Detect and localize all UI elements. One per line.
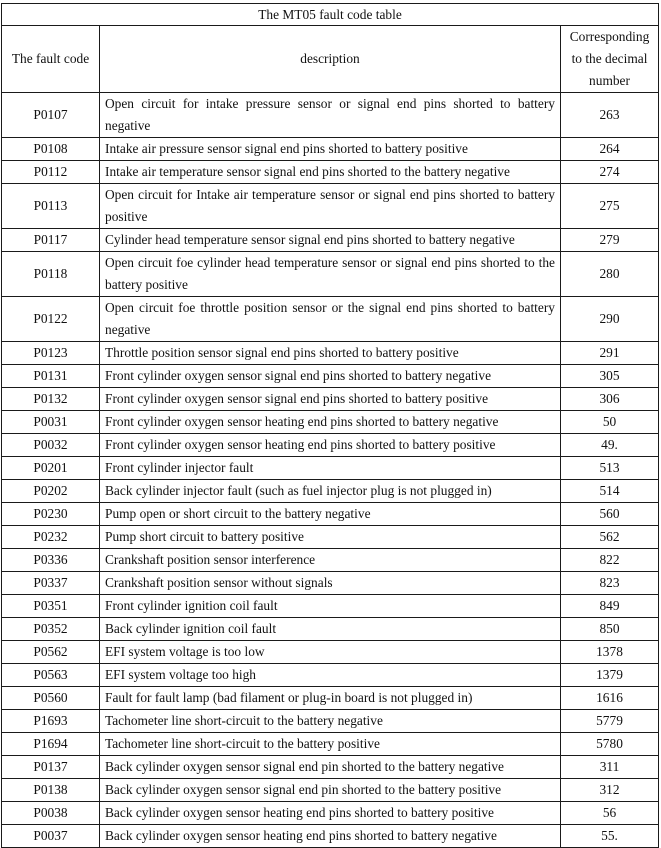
- decimal-number-cell: 311: [561, 756, 659, 779]
- fault-code-cell: P0118: [2, 252, 100, 297]
- table-row: [2, 572, 659, 595]
- table-row: [2, 434, 659, 457]
- decimal-number-cell: 562: [561, 526, 659, 549]
- table-row: [2, 184, 659, 229]
- fault-code-cell: P0108: [2, 138, 100, 161]
- description-cell: Cylinder head temperature sensor signal end pins shorted to battery negative: [100, 229, 561, 252]
- fault-code-cell: P0351: [2, 595, 100, 618]
- decimal-number-cell: 280: [561, 252, 659, 297]
- fault-code-cell: P0563: [2, 664, 100, 687]
- fault-code-cell: P0201: [2, 457, 100, 480]
- decimal-number-cell: 312: [561, 779, 659, 802]
- decimal-number-cell: 1616: [561, 687, 659, 710]
- table-row: [2, 365, 659, 388]
- fault-code-cell: P0131: [2, 365, 100, 388]
- table-row: [2, 252, 659, 297]
- decimal-number-cell: 5779: [561, 710, 659, 733]
- table-row: [2, 710, 659, 733]
- description-cell: Throttle position sensor signal end pins shorted to battery positive: [100, 342, 561, 365]
- fault-code-cell: P0032: [2, 434, 100, 457]
- table-row: [2, 641, 659, 664]
- decimal-number-cell: 513: [561, 457, 659, 480]
- description-cell: Front cylinder oxygen sensor signal end pins shorted to battery positive: [100, 388, 561, 411]
- fault-code-cell: P0117: [2, 229, 100, 252]
- table-body: [2, 93, 659, 848]
- description-cell: Tachometer line short-circuit to the battery negative: [100, 710, 561, 733]
- description-cell: EFI system voltage too high: [100, 664, 561, 687]
- decimal-number-cell: 849: [561, 595, 659, 618]
- decimal-number-cell: 50: [561, 411, 659, 434]
- fault-code-table: [1, 3, 659, 848]
- table-row: [2, 297, 659, 342]
- table-row: [2, 388, 659, 411]
- table-row: [2, 595, 659, 618]
- fault-code-cell: P0112: [2, 161, 100, 184]
- decimal-number-cell: 823: [561, 572, 659, 595]
- fault-code-cell: P0122: [2, 297, 100, 342]
- fault-code-cell: P0560: [2, 687, 100, 710]
- description-cell: Front cylinder oxygen sensor heating end pins shorted to battery positive: [100, 434, 561, 457]
- fault-code-cell: P0336: [2, 549, 100, 572]
- decimal-number-cell: 279: [561, 229, 659, 252]
- decimal-number-cell: 263: [561, 93, 659, 138]
- table-row: [2, 526, 659, 549]
- fault-code-cell: P0113: [2, 184, 100, 229]
- table-row: [2, 687, 659, 710]
- decimal-number-cell: 1378: [561, 641, 659, 664]
- decimal-number-cell: 5780: [561, 733, 659, 756]
- description-cell: Crankshaft position sensor without signals: [100, 572, 561, 595]
- header-fault-code: The fault code: [2, 26, 100, 93]
- fault-code-cell: P0352: [2, 618, 100, 641]
- fault-code-cell: P1693: [2, 710, 100, 733]
- fault-code-cell: P1694: [2, 733, 100, 756]
- table-row: [2, 618, 659, 641]
- table-row: [2, 549, 659, 572]
- decimal-number-cell: 264: [561, 138, 659, 161]
- fault-code-cell: P0562: [2, 641, 100, 664]
- fault-code-cell: P0202: [2, 480, 100, 503]
- description-cell: Open circuit for intake pressure sensor or signal end pins shorted to battery negative: [100, 93, 561, 138]
- fault-code-cell: P0230: [2, 503, 100, 526]
- table-row: [2, 229, 659, 252]
- description-cell: Front cylinder injector fault: [100, 457, 561, 480]
- decimal-number-cell: 55.: [561, 825, 659, 848]
- table-row: [2, 342, 659, 365]
- fault-code-table-container: [1, 3, 658, 848]
- fault-code-cell: P0038: [2, 802, 100, 825]
- description-cell: Open circuit for Intake air temperature sensor or signal end pins shorted to battery positive: [100, 184, 561, 229]
- table-row: [2, 733, 659, 756]
- header-description: description: [100, 26, 561, 93]
- fault-code-cell: P0037: [2, 825, 100, 848]
- decimal-number-cell: 56: [561, 802, 659, 825]
- description-cell: Back cylinder ignition coil fault: [100, 618, 561, 641]
- description-cell: Front cylinder ignition coil fault: [100, 595, 561, 618]
- fault-code-cell: P0123: [2, 342, 100, 365]
- decimal-number-cell: 291: [561, 342, 659, 365]
- description-cell: Back cylinder oxygen sensor heating end pins shorted to battery positive: [100, 802, 561, 825]
- decimal-number-cell: 850: [561, 618, 659, 641]
- decimal-number-cell: 514: [561, 480, 659, 503]
- decimal-number-cell: 1379: [561, 664, 659, 687]
- fault-code-cell: P0031: [2, 411, 100, 434]
- decimal-number-cell: 306: [561, 388, 659, 411]
- table-title: The MT05 fault code table: [2, 4, 659, 26]
- decimal-number-cell: 290: [561, 297, 659, 342]
- description-cell: Crankshaft position sensor interference: [100, 549, 561, 572]
- description-cell: Front cylinder oxygen sensor heating end pins shorted to battery negative: [100, 411, 561, 434]
- table-row: [2, 138, 659, 161]
- decimal-number-cell: 274: [561, 161, 659, 184]
- description-cell: Pump short circuit to battery positive: [100, 526, 561, 549]
- table-row: [2, 480, 659, 503]
- decimal-number-cell: 305: [561, 365, 659, 388]
- table-row: [2, 756, 659, 779]
- description-cell: Open circuit foe throttle position sensor or the signal end pins shorted to battery negative: [100, 297, 561, 342]
- decimal-number-cell: 49.: [561, 434, 659, 457]
- description-cell: Open circuit foe cylinder head temperature sensor or signal end pins shorted to the battery positive: [100, 252, 561, 297]
- description-cell: Tachometer line short-circuit to the battery positive: [100, 733, 561, 756]
- description-cell: Intake air pressure sensor signal end pins shorted to battery positive: [100, 138, 561, 161]
- fault-code-cell: P0138: [2, 779, 100, 802]
- table-row: [2, 802, 659, 825]
- description-cell: Front cylinder oxygen sensor signal end pins shorted to battery negative: [100, 365, 561, 388]
- table-row: [2, 503, 659, 526]
- description-cell: Back cylinder oxygen sensor heating end pins shorted to battery negative: [100, 825, 561, 848]
- header-decimal-number: Corresponding to the decimal number: [561, 26, 659, 93]
- table-row: [2, 161, 659, 184]
- description-cell: Back cylinder oxygen sensor signal end pin shorted to the battery positive: [100, 779, 561, 802]
- description-cell: Pump open or short circuit to the battery negative: [100, 503, 561, 526]
- description-cell: EFI system voltage is too low: [100, 641, 561, 664]
- fault-code-cell: P0132: [2, 388, 100, 411]
- table-row: [2, 93, 659, 138]
- fault-code-cell: P0137: [2, 756, 100, 779]
- decimal-number-cell: 560: [561, 503, 659, 526]
- table-row: [2, 779, 659, 802]
- table-row: [2, 457, 659, 480]
- decimal-number-cell: 275: [561, 184, 659, 229]
- description-cell: Back cylinder injector fault (such as fuel injector plug is not plugged in): [100, 480, 561, 503]
- decimal-number-cell: 822: [561, 549, 659, 572]
- fault-code-cell: P0337: [2, 572, 100, 595]
- table-row: [2, 411, 659, 434]
- fault-code-cell: P0107: [2, 93, 100, 138]
- table-row: [2, 664, 659, 687]
- description-cell: Back cylinder oxygen sensor signal end pin shorted to the battery negative: [100, 756, 561, 779]
- description-cell: Fault for fault lamp (bad filament or plug-in board is not plugged in): [100, 687, 561, 710]
- description-cell: Intake air temperature sensor signal end pins shorted to the battery negative: [100, 161, 561, 184]
- fault-code-cell: P0232: [2, 526, 100, 549]
